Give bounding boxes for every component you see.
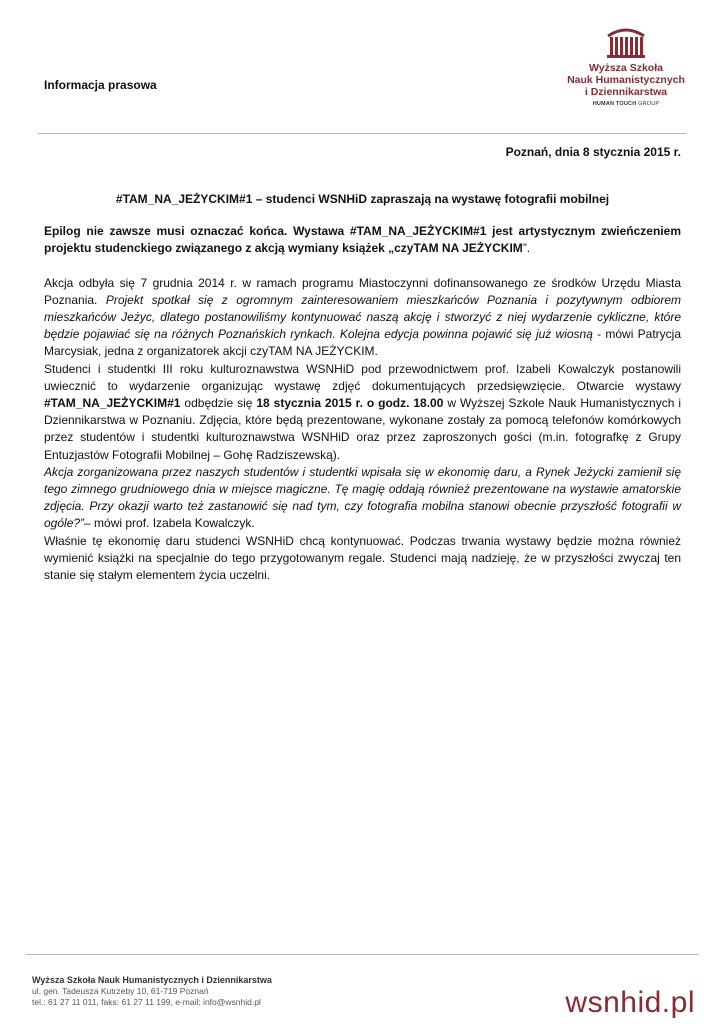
- paragraph-1: [44, 275, 681, 361]
- lead-close: ”.: [522, 241, 531, 256]
- p2-date-time: 18 stycznia 2015 r. o godz. 18.00: [256, 396, 444, 411]
- press-release-label: Informacja prasowa: [44, 78, 157, 92]
- p3-quote: Akcja zorganizowana przez naszych studentów i studentki wpisała się w ekonomię daru, a Rynek Jeżycki zamienił się tego zimnego grudniowego dnia w miejsce magiczne. Tę magię oddają również prezentowane na wystawie amatorskie zdjęcia. Przy okazji warto też zastanowić się nad tym, czy fotografia mobilna stanowi obecnie przyszłość fotografii w ogóle?”: [44, 464, 681, 531]
- logo-line-2: Nauk Humanistycznych: [567, 74, 685, 86]
- footer-address: ul. gen. Tadeusza Kutrzeby 10, 61-719 Poznań: [32, 986, 209, 996]
- lead-text: Epilog nie zawsze musi oznaczać końca. Wystawa #TAM_NA_JEŻYCKIM#1 jest artystycznym zwieńczeniem projektu studenckiego związanego z akcją wymiany książek „czyTAM NA JEŻYCKIM: [44, 224, 681, 256]
- p1-text-2: - mówi Patrycja Marcysiak, jedna z organizatorek akcji czyTAM NA JEŻYCKIM.: [44, 327, 681, 359]
- document-title: #TAM_NA_JEŻYCKIM#1 – studenci WSNHiD zapraszają na wystawę fotografii mobilnej: [115, 192, 610, 206]
- logo-line-3: i Dziennikarstwa: [584, 86, 668, 98]
- footer-contact: tel.: 61 27 11 011, faks: 61 27 11 199, e-mail: info@wsnhid.pl: [32, 997, 261, 1007]
- lead-paragraph: [44, 223, 681, 257]
- logo-line-1: Wyższa Szkoła: [589, 62, 663, 74]
- footer-divider: [26, 954, 699, 955]
- paragraph-3: [44, 464, 681, 533]
- logo-group: [556, 101, 696, 107]
- logo-group-bold: HUMAN TOUCH: [592, 101, 637, 107]
- p1-text-1: Akcja odbyła się 7 grudnia 2014 r. w ramach programu Miastoczynni dofinansowanego ze środków Urzędu Miasta Poznania.: [44, 275, 681, 307]
- paragraph-4: Właśnie tę ekonomię daru studenci WSNHiD chcą kontynuować. Podczas trwania wystawy będzie można również wymienić książki na specjalnie do tego przygotowanym regale. Studenci mają nadzieję, że w przyszłości zwyczaj ten stanie się stałym elementem życia uczelni.: [44, 533, 681, 583]
- footer: [32, 975, 272, 1008]
- p2-text-a: Studenci i studentki III roku kulturoznawstwa WSNHiD pod przewodnictwem prof. Izabeli Kowalczyk postanowili uwiecznić to wydarzenie organizując wystawę zdjęć dokumentujących przedsięwzięcie. Otwarcie wystawy: [44, 361, 681, 393]
- logo-group-light: GROUP: [638, 101, 660, 107]
- footer-name: Wyższa Szkoła Nauk Humanistycznych i Dziennikarstwa: [32, 975, 272, 985]
- p3-attribution: – mówi prof. Izabela Kowalczyk.: [84, 516, 255, 531]
- colonnade-icon: [604, 26, 648, 58]
- document-date: Poznań, dnia 8 stycznia 2015 r.: [505, 145, 681, 159]
- document-body: [44, 223, 681, 584]
- p1-quote: Projekt spotkał się z ogromnym zainteresowaniem mieszkańców Poznania i pozytywnym odbiorem mieszkańców Jeżyc, dlatego postanowiliśmy kontynuować naszą akcję i stworzyć z niej wydarzenie cykliczne, które będzie pojawiać się na różnych Poznańskich rynkach. Kolejna edycja powinna pojawić się już wiosną: [44, 292, 681, 342]
- paragraph-2: [44, 361, 681, 464]
- university-logo: [556, 26, 696, 107]
- p2-text-e: w Wyższej Szkole Nauk Humanistycznych i Dziennikarstwa w Poznaniu. Zdjęcia, które będą prezentowane, wykonane zostały za pomocą telefonów komórkowych przez studentów i studentki kulturoznawstwa WSNHiD oraz przez zaproszonych gości (m.in. fotografkę z Grupy Entuzjastów Fotografii Mobilnej – Gohę Radziszewską).: [44, 396, 681, 462]
- p2-text-c: odbędzie się: [180, 396, 257, 411]
- p2-exhibition-name: #TAM_NA_JEŻYCKIM#1: [44, 396, 181, 411]
- footer-url: wsnhid.pl: [565, 986, 695, 1019]
- header-divider: [38, 133, 687, 134]
